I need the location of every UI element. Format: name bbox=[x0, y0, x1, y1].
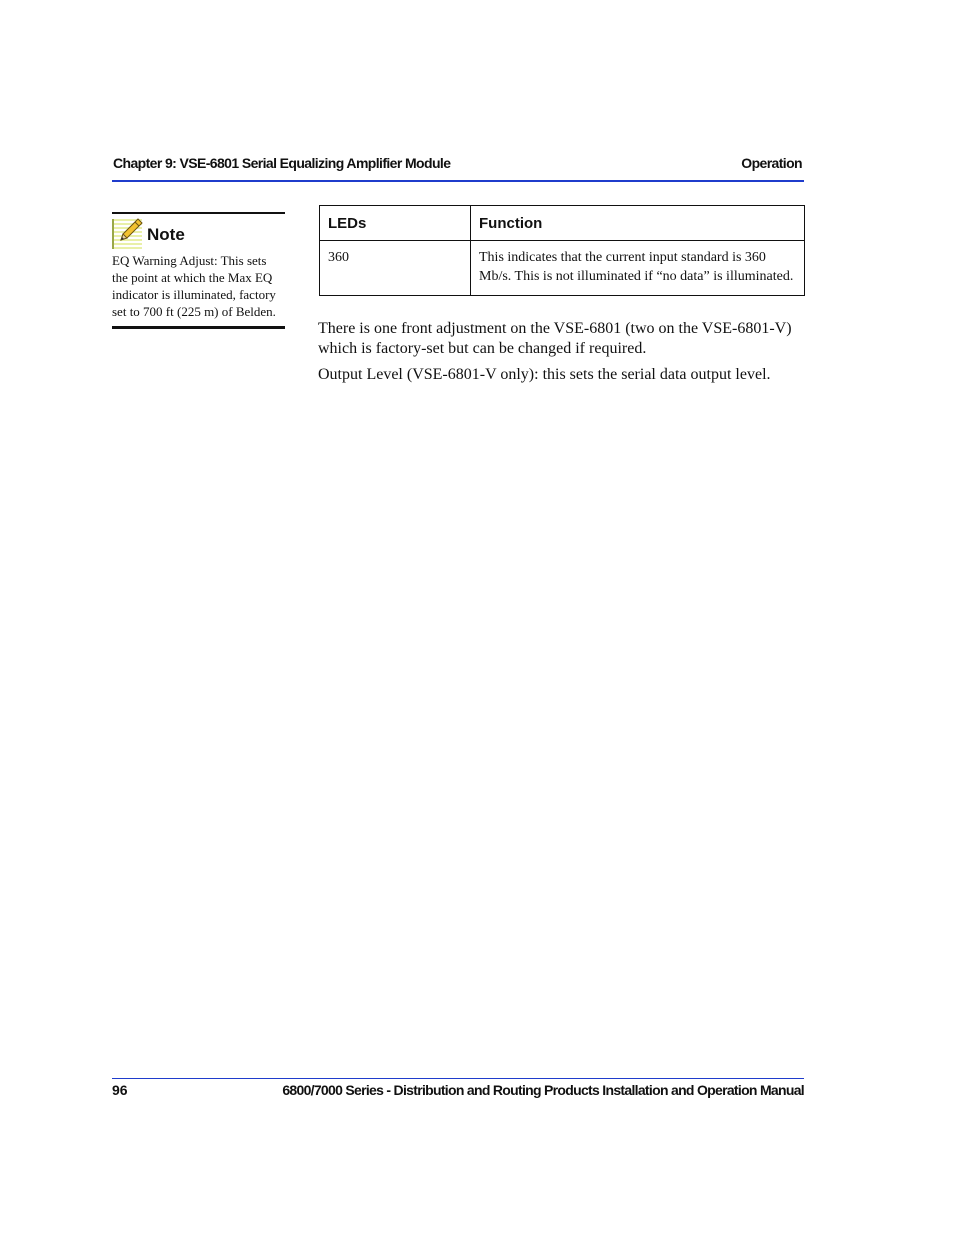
running-header-chapter: Chapter 9: VSE-6801 Serial Equalizing Amplifier Module bbox=[113, 155, 451, 171]
body-paragraph-adjustments: There is one front adjustment on the VSE-6801 (two on the VSE-6801-V) which is factory-set but can be changed if required. bbox=[318, 320, 792, 357]
table-cell-led: 360 bbox=[320, 241, 471, 296]
table-cell-function: This indicates that the current input standard is 360 Mb/s. This is not illuminated if “no data” is illuminated. bbox=[471, 241, 805, 296]
note-top-rule bbox=[112, 212, 285, 214]
footer-rule bbox=[112, 1078, 804, 1079]
table-row bbox=[320, 241, 805, 296]
header-rule bbox=[112, 180, 804, 182]
note-bottom-rule bbox=[112, 326, 285, 329]
manual-title: 6800/7000 Series - Distribution and Routing Products Installation and Operation Manual bbox=[282, 1082, 804, 1098]
page-number: 96 bbox=[112, 1082, 128, 1098]
note-badge bbox=[112, 217, 285, 251]
table-header-row bbox=[320, 206, 805, 241]
column-header-function: Function bbox=[471, 206, 805, 241]
column-header-leds: LEDs bbox=[320, 206, 471, 241]
running-header-section: Operation bbox=[741, 155, 802, 171]
led-function-table bbox=[319, 205, 805, 296]
body-paragraph-output-level: Output Level (VSE-6801-V only): this sets the serial data output level. bbox=[318, 366, 771, 383]
note-title: Note bbox=[147, 225, 185, 244]
pencil-icon bbox=[118, 217, 144, 243]
note-sidebar bbox=[112, 212, 285, 329]
note-text: EQ Warning Adjust: This sets the point at which the Max EQ indicator is illuminated, factory set to 700 ft (225 m) of Belden. bbox=[112, 253, 276, 319]
